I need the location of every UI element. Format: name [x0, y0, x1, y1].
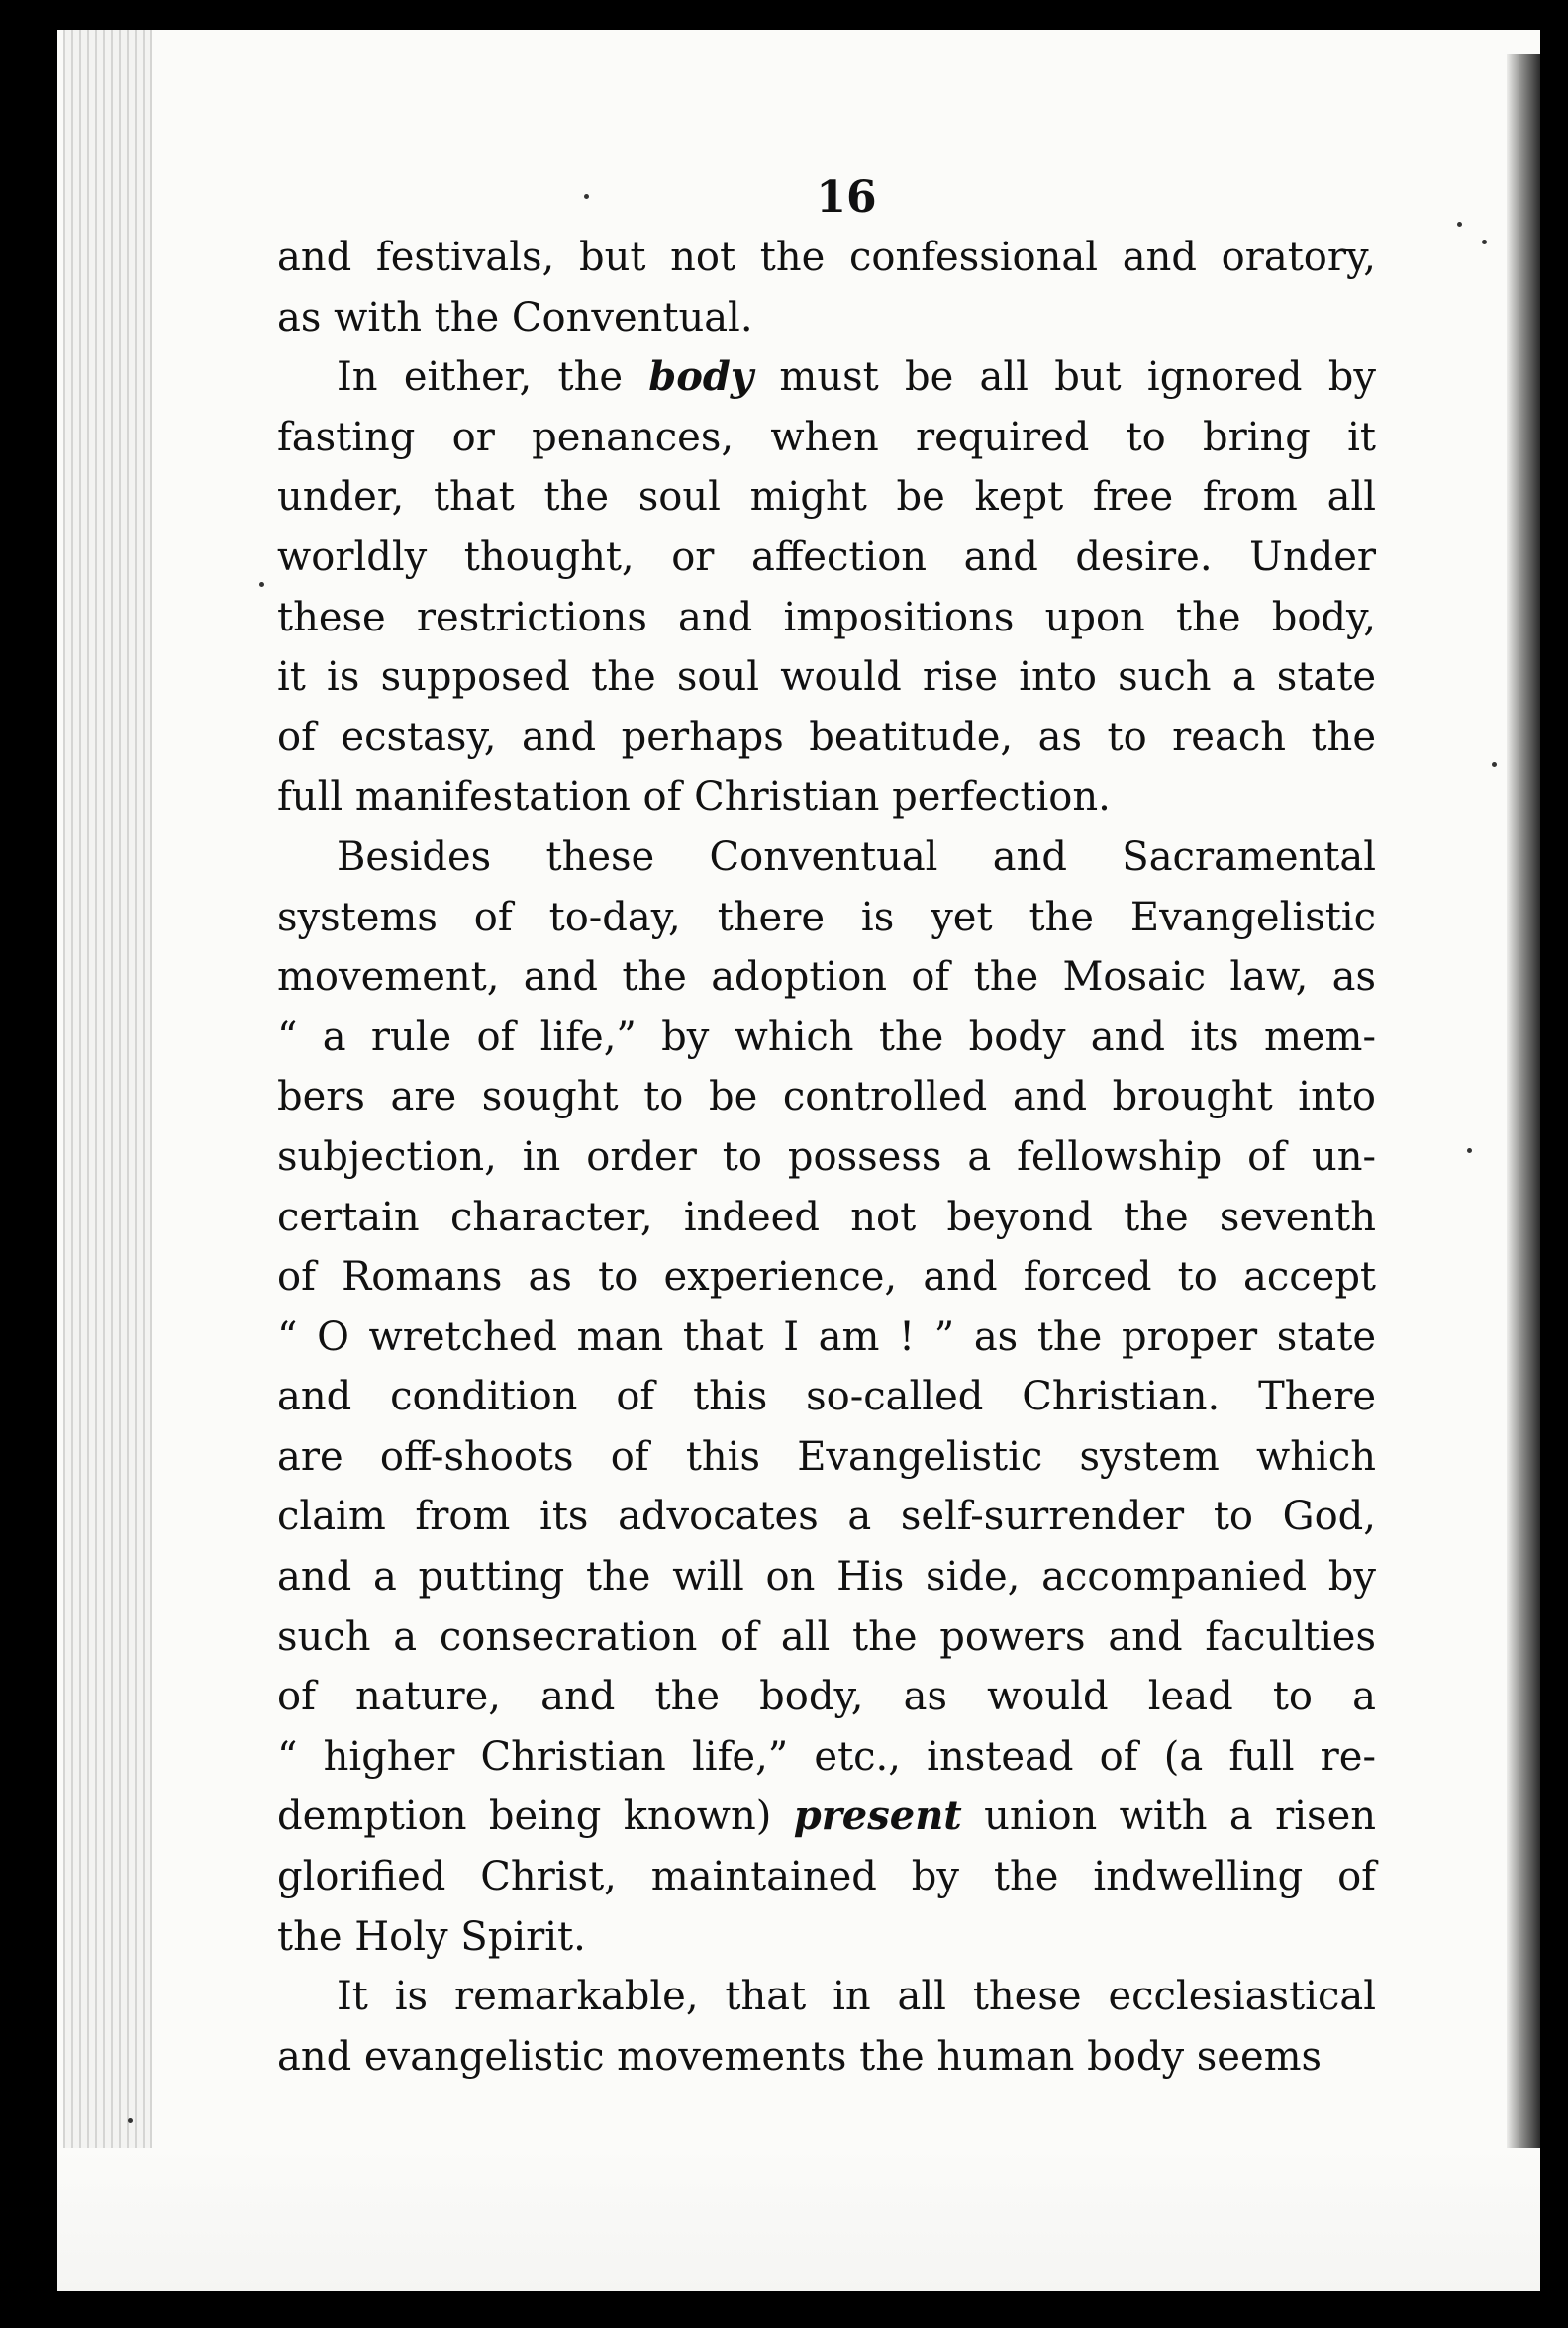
- text-line: these restrictions and impositions upon the body,: [277, 594, 1376, 640]
- text-line: fasting or penances, when required to bring it: [277, 414, 1376, 460]
- page-text: [277, 168, 1376, 2086]
- speck: [128, 2118, 133, 2123]
- text-line: as with the Conventual.: [277, 294, 753, 340]
- speck: [1457, 222, 1462, 227]
- paragraph: [277, 1967, 1376, 2086]
- page-number: 16: [816, 172, 877, 223]
- text-line: Besides these Conventual and Sacramental: [337, 833, 1376, 880]
- paragraph-list: [277, 228, 1376, 2086]
- text-line: the Holy Spirit.: [277, 1913, 586, 1960]
- text-line: of ecstasy, and perhaps beatitude, as to reach the: [277, 714, 1376, 760]
- text-line: claim from its advocates a self-surrender to God,: [277, 1494, 1376, 1540]
- text-line: are off-shoots of this Evangelistic system which: [277, 1433, 1376, 1480]
- text-line: “ O wretched man that I am ! ” as the proper state: [277, 1313, 1376, 1360]
- text-line: bers are sought to be controlled and brought into: [277, 1074, 1376, 1120]
- binding-shadow: [1507, 54, 1540, 2212]
- page-bottom: [57, 2148, 1540, 2291]
- text-line: glorified Christ, maintained by the indwelling of: [277, 1854, 1376, 1900]
- paragraph: [277, 347, 1376, 827]
- text-line: such a consecration of all the powers and faculties: [277, 1613, 1376, 1660]
- text-line: movement, and the adoption of the Mosaic law, as: [277, 954, 1376, 1001]
- text-line: of nature, and the body, as would lead to a: [277, 1674, 1376, 1720]
- text-line: subjection, in order to possess a fellowship of un-: [277, 1133, 1376, 1180]
- text-line: it is supposed the soul would rise into such a state: [277, 654, 1376, 701]
- text-line: full manifestation of Christian perfection.: [277, 774, 1111, 821]
- text-line: certain character, indeed not beyond the seventh: [277, 1194, 1376, 1240]
- text-line: and evangelistic movements the human body seems: [277, 2033, 1323, 2080]
- text-line: It is remarkable, that in all these ecclesiastical: [337, 1974, 1376, 2020]
- page-edge-stack: [63, 30, 152, 2187]
- text-line: systems of to-day, there is yet the Evangelistic: [277, 894, 1376, 940]
- text-line: and festivals, but not the confessional and oratory,: [277, 235, 1376, 280]
- text-line: “ higher Christian life,” etc., instead of (a full re-: [277, 1733, 1376, 1780]
- speck: [259, 582, 264, 587]
- text-line: worldly thought, or affection and desire. Under: [277, 534, 1376, 580]
- speck: [1482, 240, 1487, 244]
- speck: [1492, 762, 1497, 767]
- text-line: “ a rule of life,” by which the body and its mem-: [277, 1014, 1376, 1060]
- paragraph: [277, 228, 1376, 347]
- text-line: and condition of this so-called Christian. There: [277, 1374, 1376, 1420]
- text-line: under, that the soul might be kept free from all: [277, 474, 1376, 521]
- text-line: In either, the body must be all but ignored by: [337, 353, 1376, 401]
- paragraph: [277, 827, 1376, 1967]
- text-line: of Romans as to experience, and forced to accept: [277, 1254, 1376, 1301]
- text-line: and a putting the will on His side, accompanied by: [277, 1554, 1376, 1600]
- text-line: demption being known) present union with a risen: [277, 1793, 1376, 1840]
- speck: [1467, 1148, 1472, 1153]
